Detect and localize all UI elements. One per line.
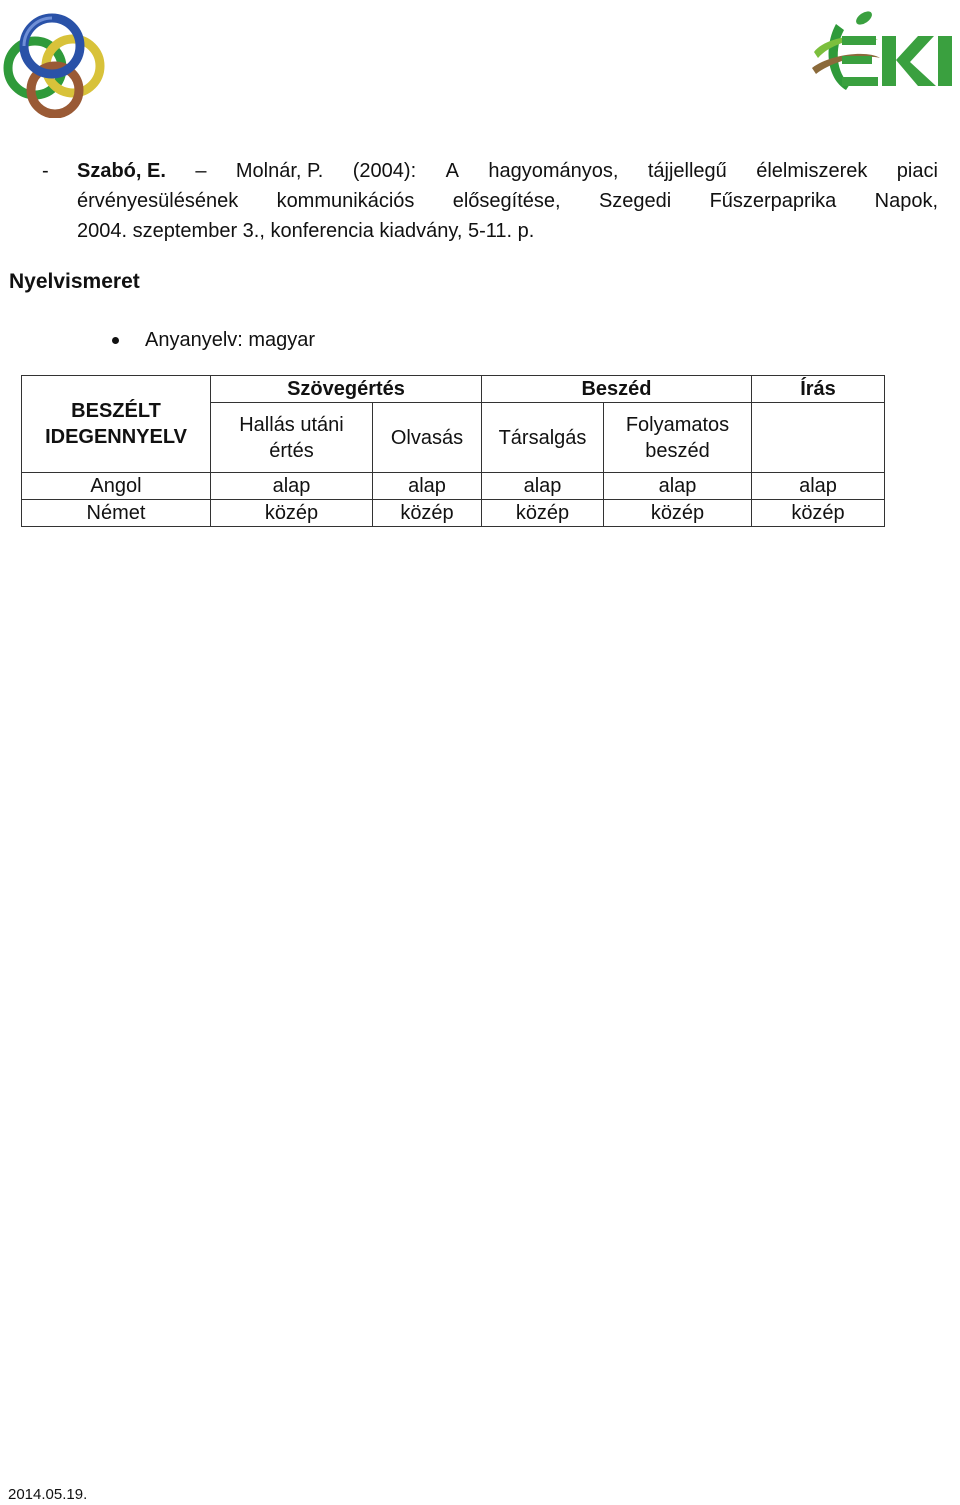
reference-line-1 [77, 156, 938, 186]
table-header-row [22, 376, 885, 403]
reference-coauthor: Molnár, P. [235, 160, 324, 182]
reference-line-3: 2004. szeptember 3., konferencia kiadvány, 5-11. p. [77, 220, 535, 242]
language-skills-table [21, 375, 885, 527]
reference-word: elősegítése, [452, 190, 561, 212]
reference-word: A [445, 160, 459, 182]
reference-word: kommunikációs [276, 190, 415, 212]
footer-date: 2014.05.19. [8, 1486, 88, 1503]
reference-word: Szegedi [598, 190, 672, 212]
skill-level: közép [752, 500, 885, 527]
subheader-line: Hallás utáni [239, 413, 344, 436]
subheader-conversation: Társalgás [482, 403, 604, 473]
reference-word: piaci [896, 160, 938, 182]
subheader-reading: Olvasás [373, 403, 482, 473]
skill-level: közép [373, 500, 482, 527]
header-comprehension: Szövegértés [211, 376, 482, 403]
reference-word: (2004): [352, 160, 417, 182]
reference-line-2 [77, 186, 938, 216]
subheader-speech [604, 403, 752, 473]
reference-word: hagyományos, [488, 160, 619, 182]
table-row [22, 473, 885, 500]
list-dash: - [42, 160, 49, 182]
table-row [22, 500, 885, 527]
skill-level: közép [211, 500, 373, 527]
subheader-writing-empty [752, 403, 885, 473]
eki-logo-text: ÉKI [806, 6, 808, 7]
header-writing: Írás [752, 376, 885, 403]
reference-separator: – [195, 160, 207, 182]
language-name: Német [22, 500, 211, 527]
reference-word: Fűszerpaprika [709, 190, 837, 212]
skill-level: alap [752, 473, 885, 500]
native-language-text: Anyanyelv: magyar [145, 329, 316, 351]
eki-logo-icon [806, 6, 954, 98]
subheader-line: Folyamatos [625, 413, 730, 436]
skill-level: közép [604, 500, 752, 527]
reference-word: érvényesülésének [77, 190, 239, 212]
skill-level: közép [482, 500, 604, 527]
subheader-line: beszéd [645, 439, 710, 462]
interlocking-rings-logo-icon [0, 6, 110, 118]
skill-level: alap [373, 473, 482, 500]
reference-word: élelmiszerek [756, 160, 868, 182]
reference-word: Napok, [874, 190, 938, 212]
language-name: Angol [22, 473, 211, 500]
subheader-line: értés [269, 439, 314, 462]
table-corner-header [22, 376, 211, 473]
section-title-language: Nyelvismeret [9, 270, 140, 293]
corner-label-line: BESZÉLT [71, 400, 161, 422]
header-speaking: Beszéd [482, 376, 752, 403]
skill-level: alap [604, 473, 752, 500]
subheader-listening [211, 403, 373, 473]
skill-level: alap [482, 473, 604, 500]
bullet-dot-icon [112, 337, 119, 344]
corner-label-line: IDEGENNYELV [45, 426, 187, 448]
reference-author: Szabó, E. [77, 160, 166, 182]
reference-word: tájjellegű [647, 160, 727, 182]
skill-level: alap [211, 473, 373, 500]
